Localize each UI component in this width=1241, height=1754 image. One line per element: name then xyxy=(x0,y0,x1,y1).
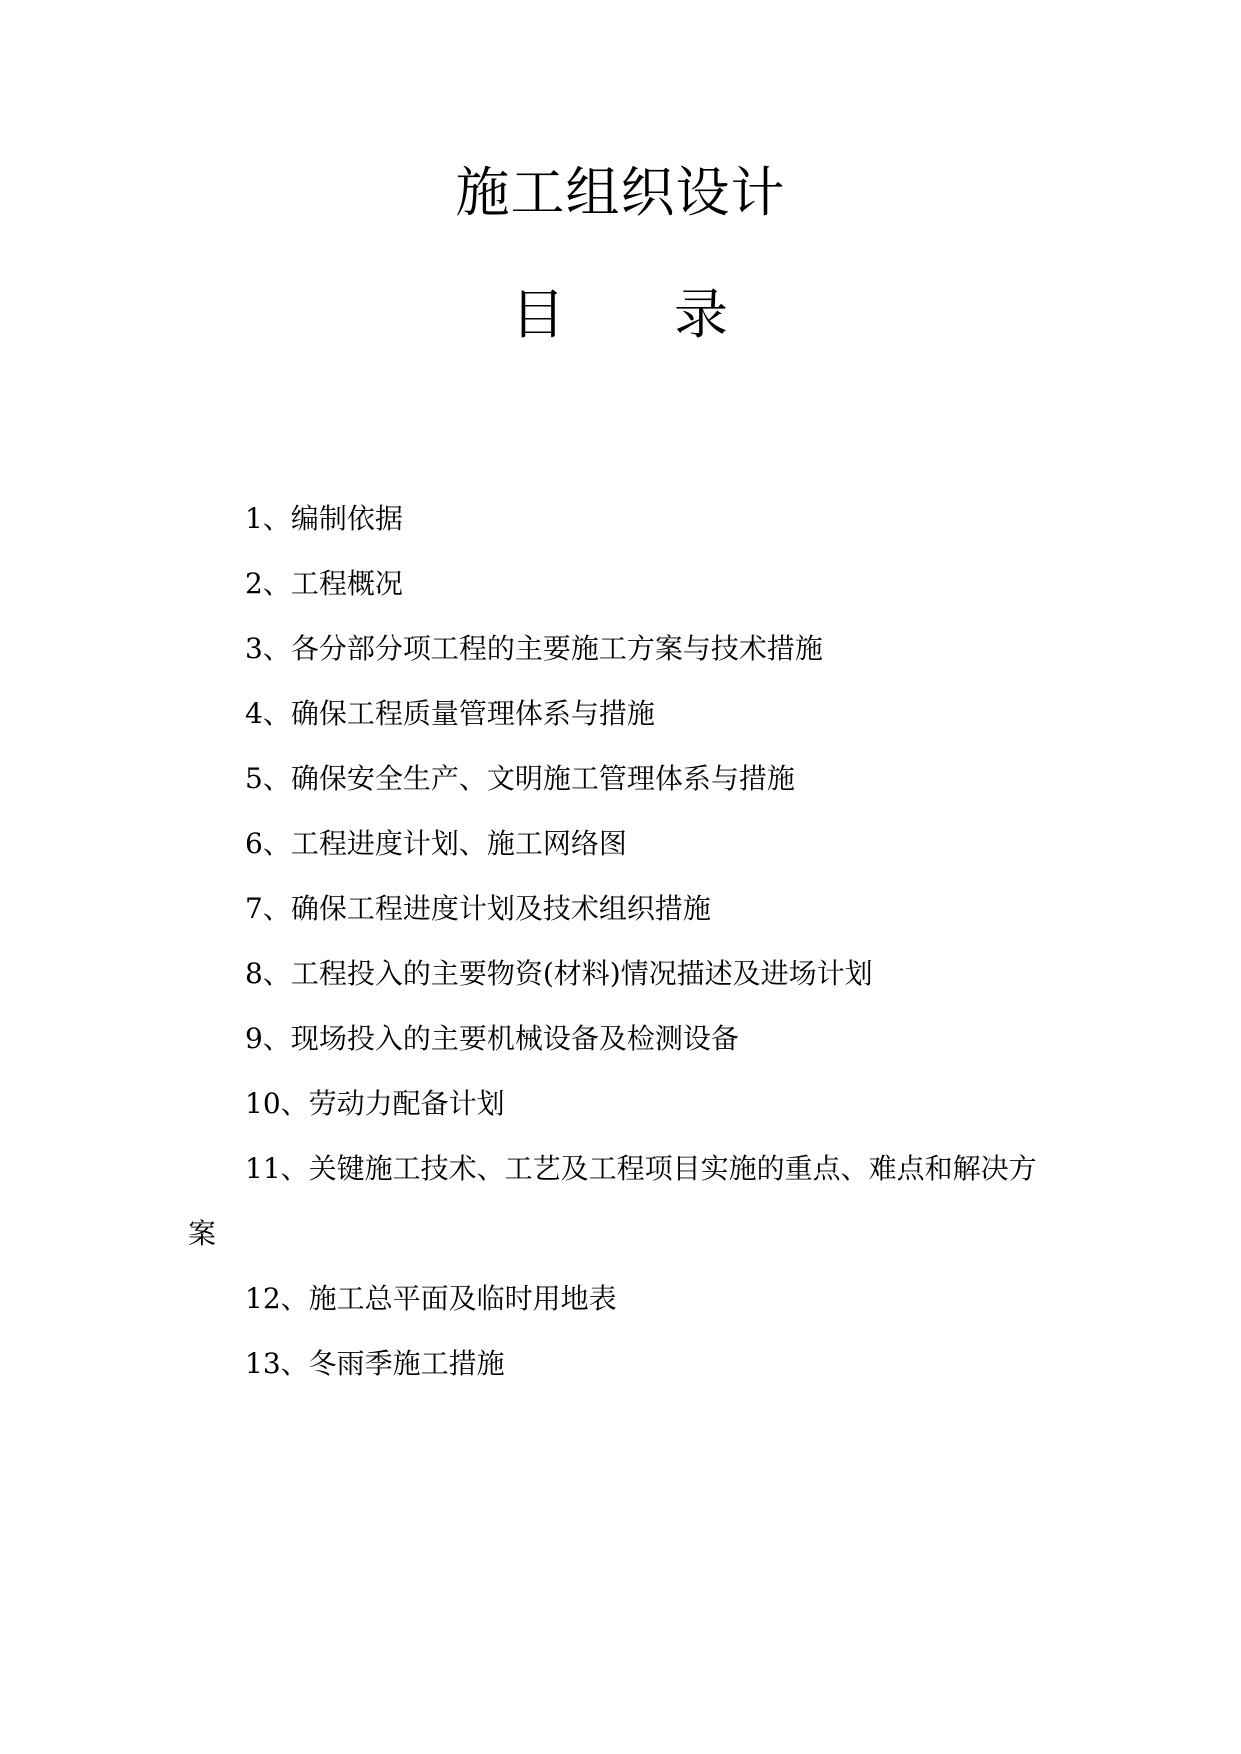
toc-item: 7、确保工程进度计划及技术组织措施 xyxy=(245,892,711,925)
toc-heading-left-char: 目 xyxy=(511,283,565,346)
toc-item: 12、施工总平面及临时用地表 xyxy=(245,1282,617,1315)
toc-item: 9、现场投入的主要机械设备及检测设备 xyxy=(245,1022,739,1055)
toc-item: 13、冬雨季施工措施 xyxy=(245,1347,505,1380)
toc-item: 10、劳动力配备计划 xyxy=(245,1087,505,1120)
toc-item: 1、编制依据 xyxy=(245,502,403,535)
toc-item: 5、确保安全生产、文明施工管理体系与措施 xyxy=(245,762,795,795)
toc-item: 2、工程概况 xyxy=(245,567,403,600)
toc-item: 11、关键施工技术、工艺及工程项目实施的重点、难点和解决方案 xyxy=(188,1152,1037,1250)
toc-item: 6、工程进度计划、施工网络图 xyxy=(245,827,627,860)
toc-heading-right-char: 录 xyxy=(674,283,728,346)
toc-item: 4、确保工程质量管理体系与措施 xyxy=(245,697,655,730)
document-title: 施工组织设计 xyxy=(455,161,786,224)
toc-heading xyxy=(0,280,1241,350)
toc-item: 8、工程投入的主要物资(材料)情况描述及进场计划 xyxy=(245,957,873,990)
toc-item: 3、各分部分项工程的主要施工方案与技术措施 xyxy=(245,632,823,665)
